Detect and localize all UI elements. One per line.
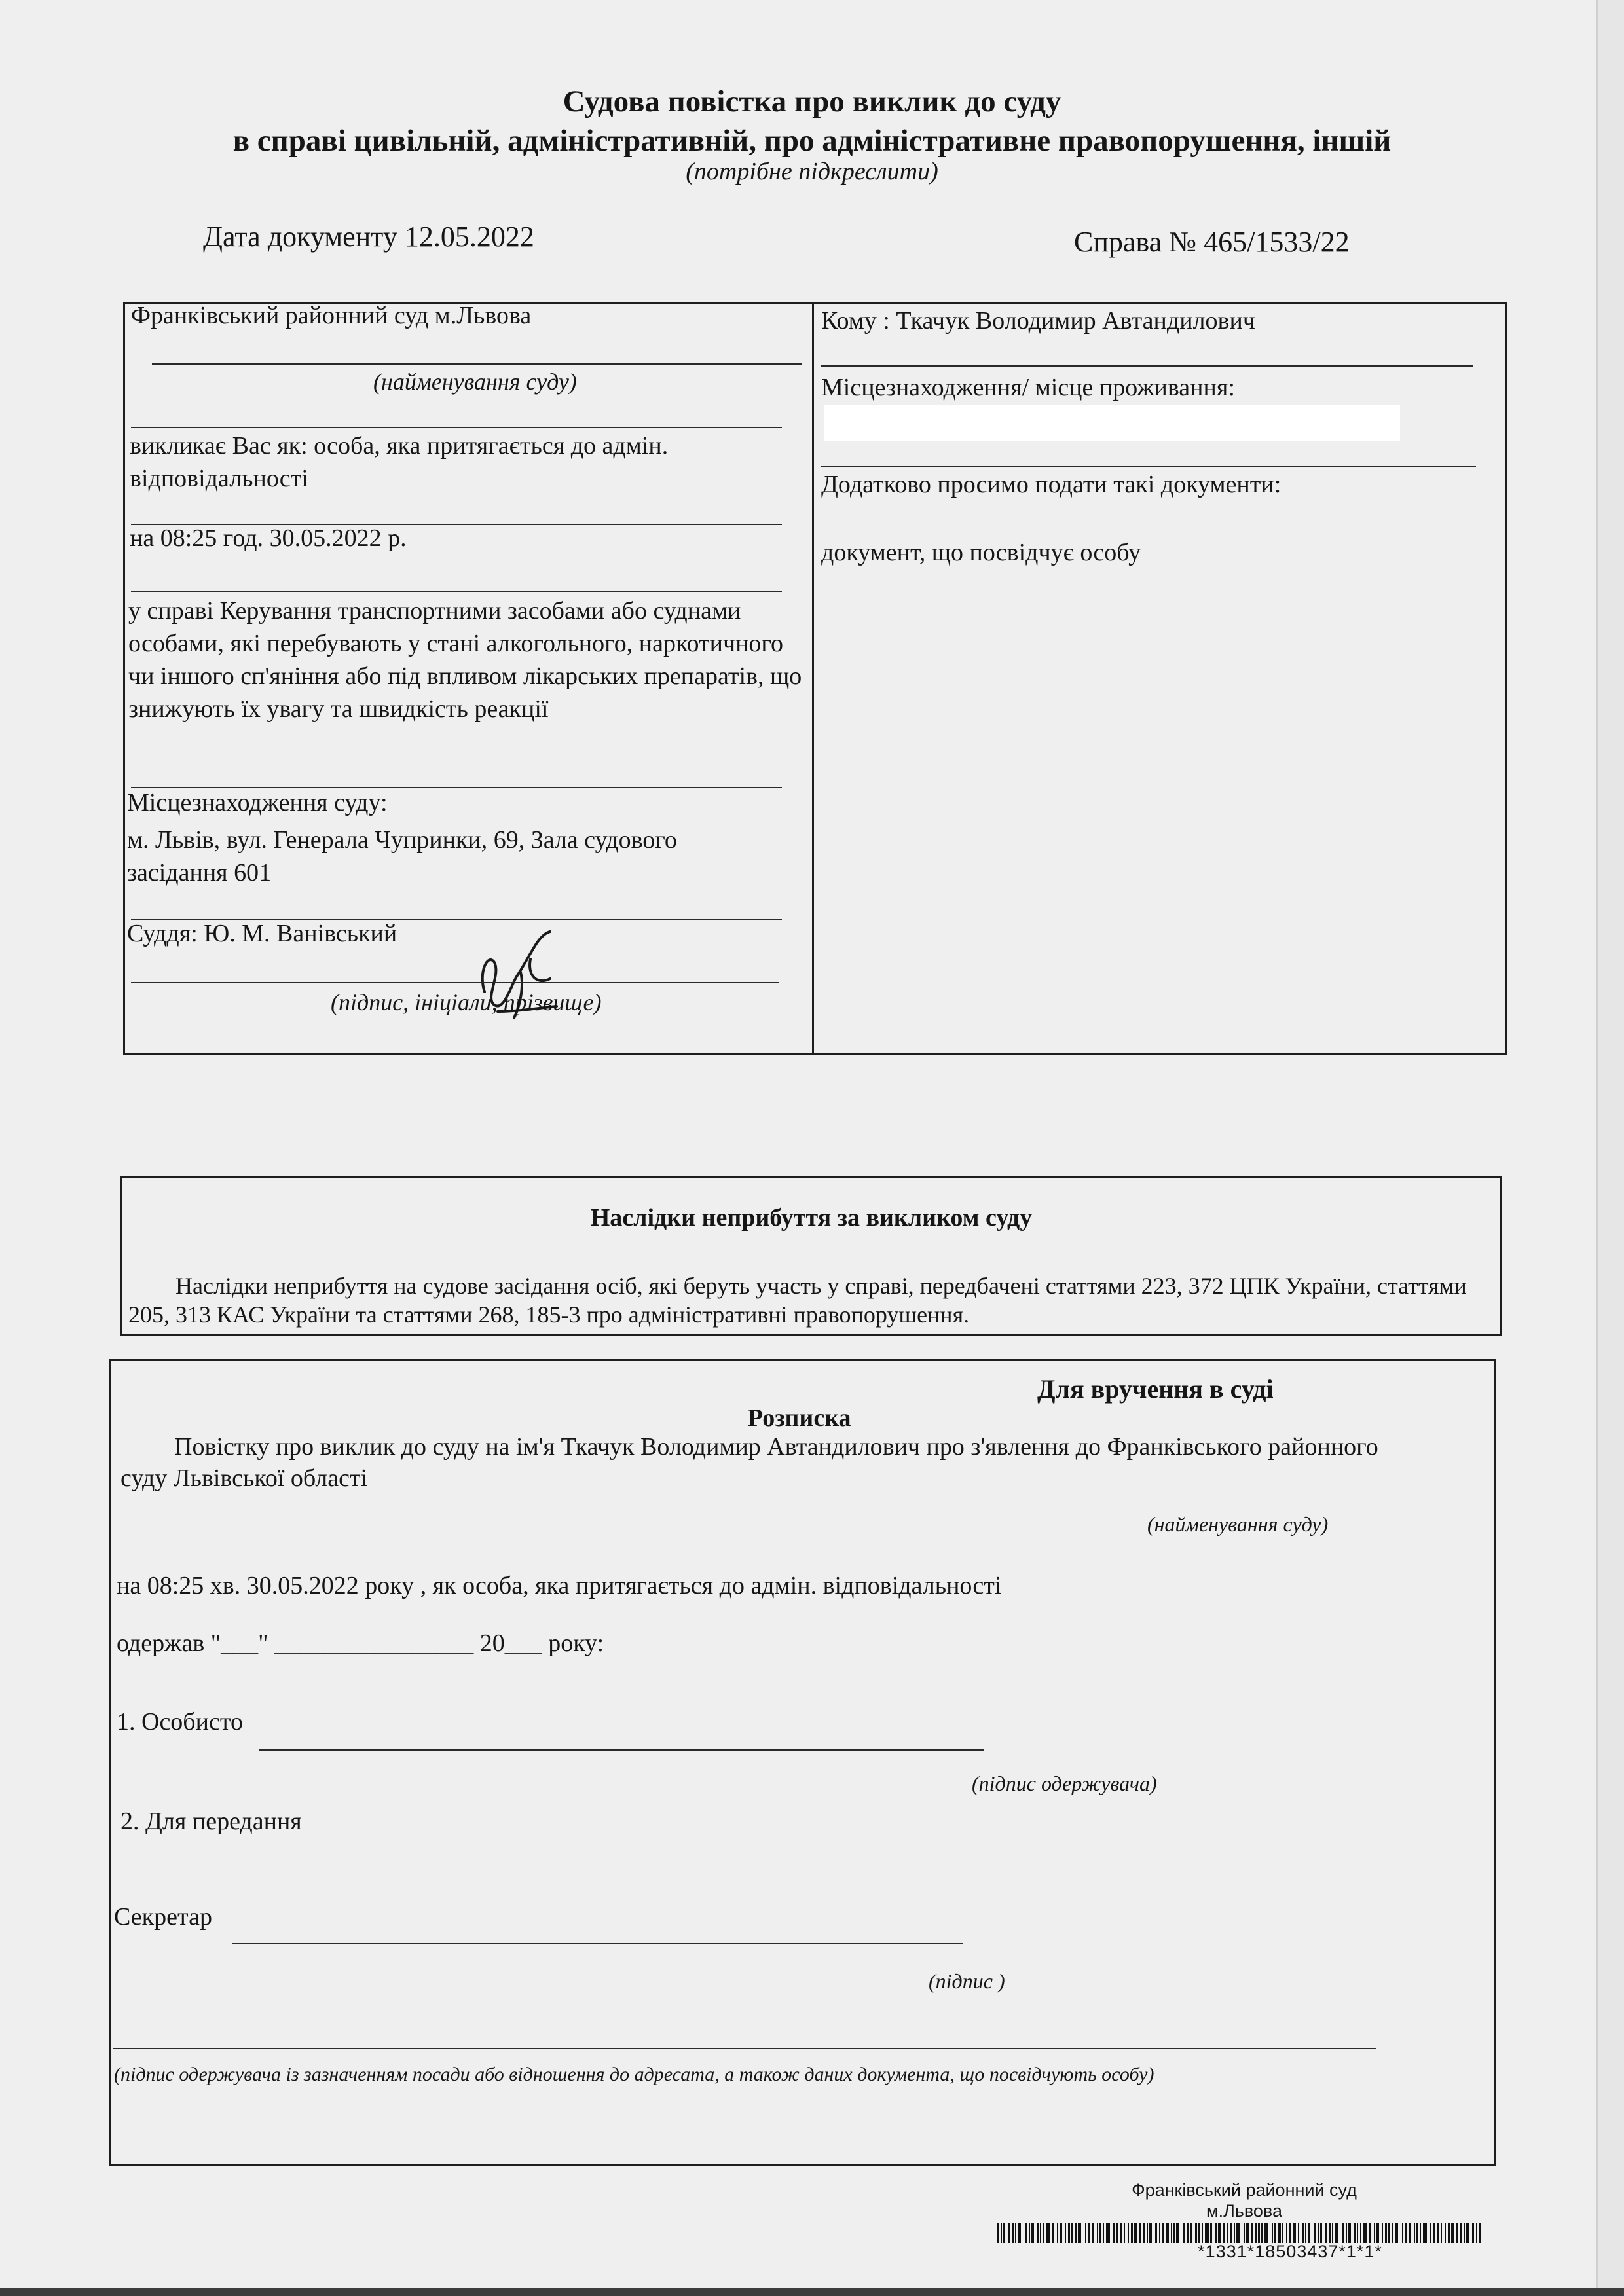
barcode-bar [1416,2223,1418,2243]
barcode-bar [1159,2223,1160,2243]
barcode-bar [1346,2223,1347,2243]
barcode-bar [1001,2223,1002,2243]
barcode-bar [1286,2223,1287,2243]
documents-value: документ, що посвідчує особу [821,539,1141,566]
scan-bottom-edge [0,2288,1624,2296]
barcode-bar [1202,2223,1203,2243]
barcode-bar [1025,2223,1027,2243]
barcode-bar [1402,2223,1403,2243]
barcode-bar [1405,2223,1407,2243]
for-transfer-label: 2. Для передання [120,1808,302,1835]
barcode-bar [1357,2223,1358,2243]
barcode-bar [1388,2223,1390,2243]
barcode-bar [1155,2223,1157,2243]
barcode-bar [1166,2223,1169,2243]
barcode-bar [1162,2223,1164,2243]
barcode-bar [1409,2223,1411,2243]
barcode-bar [1258,2223,1260,2243]
secretary-signature-line [232,1943,963,1944]
stamp-court-line2: м.Львова [1206,2201,1282,2221]
barcode-bar [1354,2223,1356,2243]
consequences-title: Наслідки неприбуття за викликом суду [590,1204,1033,1231]
recipient: Кому : Ткачук Володимир Автандилович [821,307,1255,335]
barcode-bar [1272,2223,1273,2243]
personally-label: 1. Особисто [117,1708,243,1736]
barcode-bar [1382,2223,1383,2243]
barcode-bar [1369,2223,1371,2243]
court-location: м. Львів, вул. Генерала Чупринки, 69, Зала судового засідання 601 [127,826,677,886]
barcode-bar [1395,2223,1398,2243]
barcode-bar [1274,2223,1276,2243]
barcode-bar [1236,2223,1240,2243]
barcode-bar [1305,2223,1306,2243]
barcode-bar [1433,2223,1435,2243]
barcode-bar [1085,2223,1086,2243]
receipt-hearing-time: на 08:25 хв. 30.05.2022 року , як особа, яка притягається до адмін. відповідальності [117,1572,1002,1599]
barcode-bar [1106,2223,1110,2243]
barcode-bar [1460,2223,1462,2243]
barcode-bar [1289,2223,1291,2243]
barcode-bar [1476,2223,1477,2243]
court-name-caption: (найменування суду) [373,369,577,395]
barcode-bar [1420,2223,1421,2243]
barcode-bar [1251,2223,1253,2243]
barcode-bar [1183,2223,1185,2243]
barcode-bar [1210,2223,1212,2243]
barcode-bar [1171,2223,1172,2243]
barcode-bar [1466,2223,1469,2243]
barcode-bar [1255,2223,1257,2243]
barcode-bar [1190,2223,1192,2243]
barcode-bar [1078,2223,1081,2243]
barcode [997,2223,1494,2243]
barcode-bar [1147,2223,1148,2243]
barcode-bar [1385,2223,1387,2243]
barcode-bar [1278,2223,1281,2243]
barcode-bar [1234,2223,1235,2243]
barcode-bar [1103,2223,1104,2243]
barcode-bar [1325,2223,1327,2243]
barcode-bar [1215,2223,1217,2243]
barcode-bar [1012,2223,1014,2243]
barcode-bar [1088,2223,1090,2243]
judge-name: Суддя: Ю. М. Ванівський [127,920,397,947]
barcode-bar [1134,2223,1137,2243]
scan-right-edge [1596,0,1624,2296]
documents-label: Додатково просимо подати такі документи: [821,471,1282,498]
barcode-bar [1376,2223,1379,2243]
barcode-bar [1143,2223,1145,2243]
barcode-bar [1176,2223,1179,2243]
barcode-bar [1046,2223,1050,2243]
barcode-text: *1331*18503437*1*1* [1198,2242,1382,2261]
barcode-bar [1430,2223,1431,2243]
barcode-bar [1071,2223,1073,2243]
barcode-bar [1348,2223,1351,2243]
barcode-bar [1116,2223,1118,2243]
barcode-bar [1329,2223,1331,2243]
barcode-bar [1003,2223,1005,2243]
barcode-bar [1320,2223,1322,2243]
barcode-bar [1335,2223,1338,2243]
rule [152,363,802,365]
barcode-bar [1040,2223,1041,2243]
barcode-bar [1448,2223,1450,2243]
barcode-bar [1205,2223,1209,2243]
barcode-bar [1479,2223,1481,2243]
barcode-bar [1120,2223,1122,2243]
summoned-as: викликає Вас як: особа, яка притягається до адмін. відповідальності [130,432,669,492]
receipt-paragraph: Повістку про виклик до суду на ім'я Ткачук Володимир Автандилович про з'явлення до Франківського районного суду Львівської області [120,1433,1378,1492]
barcode-bar [1360,2223,1361,2243]
barcode-bar [1131,2223,1133,2243]
barcode-bar [1314,2223,1316,2243]
court-location-label: Місцезнаходження суду: [127,789,388,816]
rule [821,365,1473,367]
barcode-bar [1195,2223,1197,2243]
footer-caption: (підпис одержувача із зазначенням посади або відношення до адресата, а також даних документа, що посвідчують особу) [114,2064,1154,2085]
for-court-delivery: Для вручення в суді [1037,1374,1274,1404]
barcode-bar [1018,2223,1021,2243]
recipient-signature-caption: (підпис одержувача) [972,1772,1157,1795]
document-date: Дата документу 12.05.2022 [203,221,534,253]
barcode-bar [1068,2223,1070,2243]
barcode-bar [1223,2223,1225,2243]
rule [131,427,782,428]
barcode-bar [1099,2223,1101,2243]
barcode-bar [1445,2223,1446,2243]
barcode-bar [1037,2223,1039,2243]
case-number: Справа № 465/1533/22 [1074,226,1350,258]
barcode-bar [1060,2223,1062,2243]
barcode-bar [1282,2223,1283,2243]
barcode-bar [1230,2223,1232,2243]
barcode-bar [1218,2223,1221,2243]
barcode-bar [1244,2223,1245,2243]
barcode-bar [1092,2223,1094,2243]
barcode-bar [1261,2223,1263,2243]
barcode-bar [1015,2223,1016,2243]
barcode-bar [1097,2223,1098,2243]
barcode-bar [1264,2223,1268,2243]
document-title: Судова повістка про виклик до суду [563,84,1061,118]
barcode-bar [1414,2223,1415,2243]
barcode-bar [1198,2223,1200,2243]
barcode-bar [1031,2223,1034,2243]
consequences-text: Наслідки неприбуття на судове засідання осіб, які беруть участь у справі, передбачені статтями 223, 372 ЦПК України, статтями 205, 313 КАС України та статтями 268, 185-3 про адміністративні правопорушення. [128,1273,1467,1328]
document-subtitle: в справі цивільній, адміністративній, про адміністративне правопорушення, іншій [232,124,1392,158]
barcode-bar [1318,2223,1319,2243]
barcode-bar [1472,2223,1474,2243]
secretary-label: Секретар [114,1903,212,1931]
barcode-bar [1124,2223,1125,2243]
barcode-bar [1043,2223,1044,2243]
barcode-bar [1342,2223,1344,2243]
case-matter: у справі Керування транспортними засобами або суднами особами, які перебувають у стані алкогольного, наркотичного чи іншого сп'яніння або під впливом лікарських препаратів, що знижують їх увагу та швидкість реакції [128,597,802,723]
barcode-bar [1392,2223,1393,2243]
barcode-bar [1332,2223,1333,2243]
barcode-bar [1227,2223,1228,2243]
barcode-bar [1423,2223,1427,2243]
barcode-bar [1065,2223,1066,2243]
rule [821,466,1476,467]
footer-rule [113,2048,1376,2049]
barcode-bar [1363,2223,1367,2243]
received-date-line: одержав "___" ________________ 20___ року: [117,1630,604,1657]
court-name: Франківський районний суд м.Львова [131,302,532,329]
personally-signature-line [259,1749,984,1751]
summons-divider [812,302,814,1055]
barcode-bar [1293,2223,1296,2243]
barcode-bar [1302,2223,1304,2243]
hearing-time: на 08:25 год. 30.05.2022 р. [130,524,407,552]
barcode-bar [1456,2223,1458,2243]
barcode-bar [1029,2223,1030,2243]
rule [131,982,779,983]
barcode-bar [1075,2223,1077,2243]
redacted-address [824,405,1400,441]
signature-caption: (підпис, ініціали, прізвище) [331,989,602,1015]
barcode-bar [1308,2223,1310,2243]
receipt-court-caption: (найменування суду) [1147,1512,1329,1536]
barcode-bar [1464,2223,1465,2243]
residence-label: Місцезнаходження/ місце проживання: [821,374,1235,401]
barcode-bar [1149,2223,1152,2243]
barcode-bar [1052,2223,1054,2243]
rule [131,591,782,592]
barcode-bar [1374,2223,1375,2243]
barcode-bar [997,2223,999,2243]
barcode-bar [1057,2223,1058,2243]
barcode-bar [1246,2223,1249,2243]
barcode-bar [1441,2223,1442,2243]
barcode-bar [1298,2223,1299,2243]
receipt-title: Розписка [748,1404,851,1432]
barcode-bar [1139,2223,1141,2243]
underline-note: (потрібне підкреслити) [686,158,938,185]
secretary-signature-caption: (підпис ) [929,1969,1005,1993]
barcode-bar [1437,2223,1439,2243]
barcode-bar [1128,2223,1129,2243]
barcode-bar [1008,2223,1010,2243]
barcode-bar [1173,2223,1175,2243]
barcode-bar [1451,2223,1454,2243]
barcode-bar [1113,2223,1115,2243]
barcode-bar [1187,2223,1189,2243]
stamp-court-line1: Франківський районний суд [1132,2180,1357,2200]
